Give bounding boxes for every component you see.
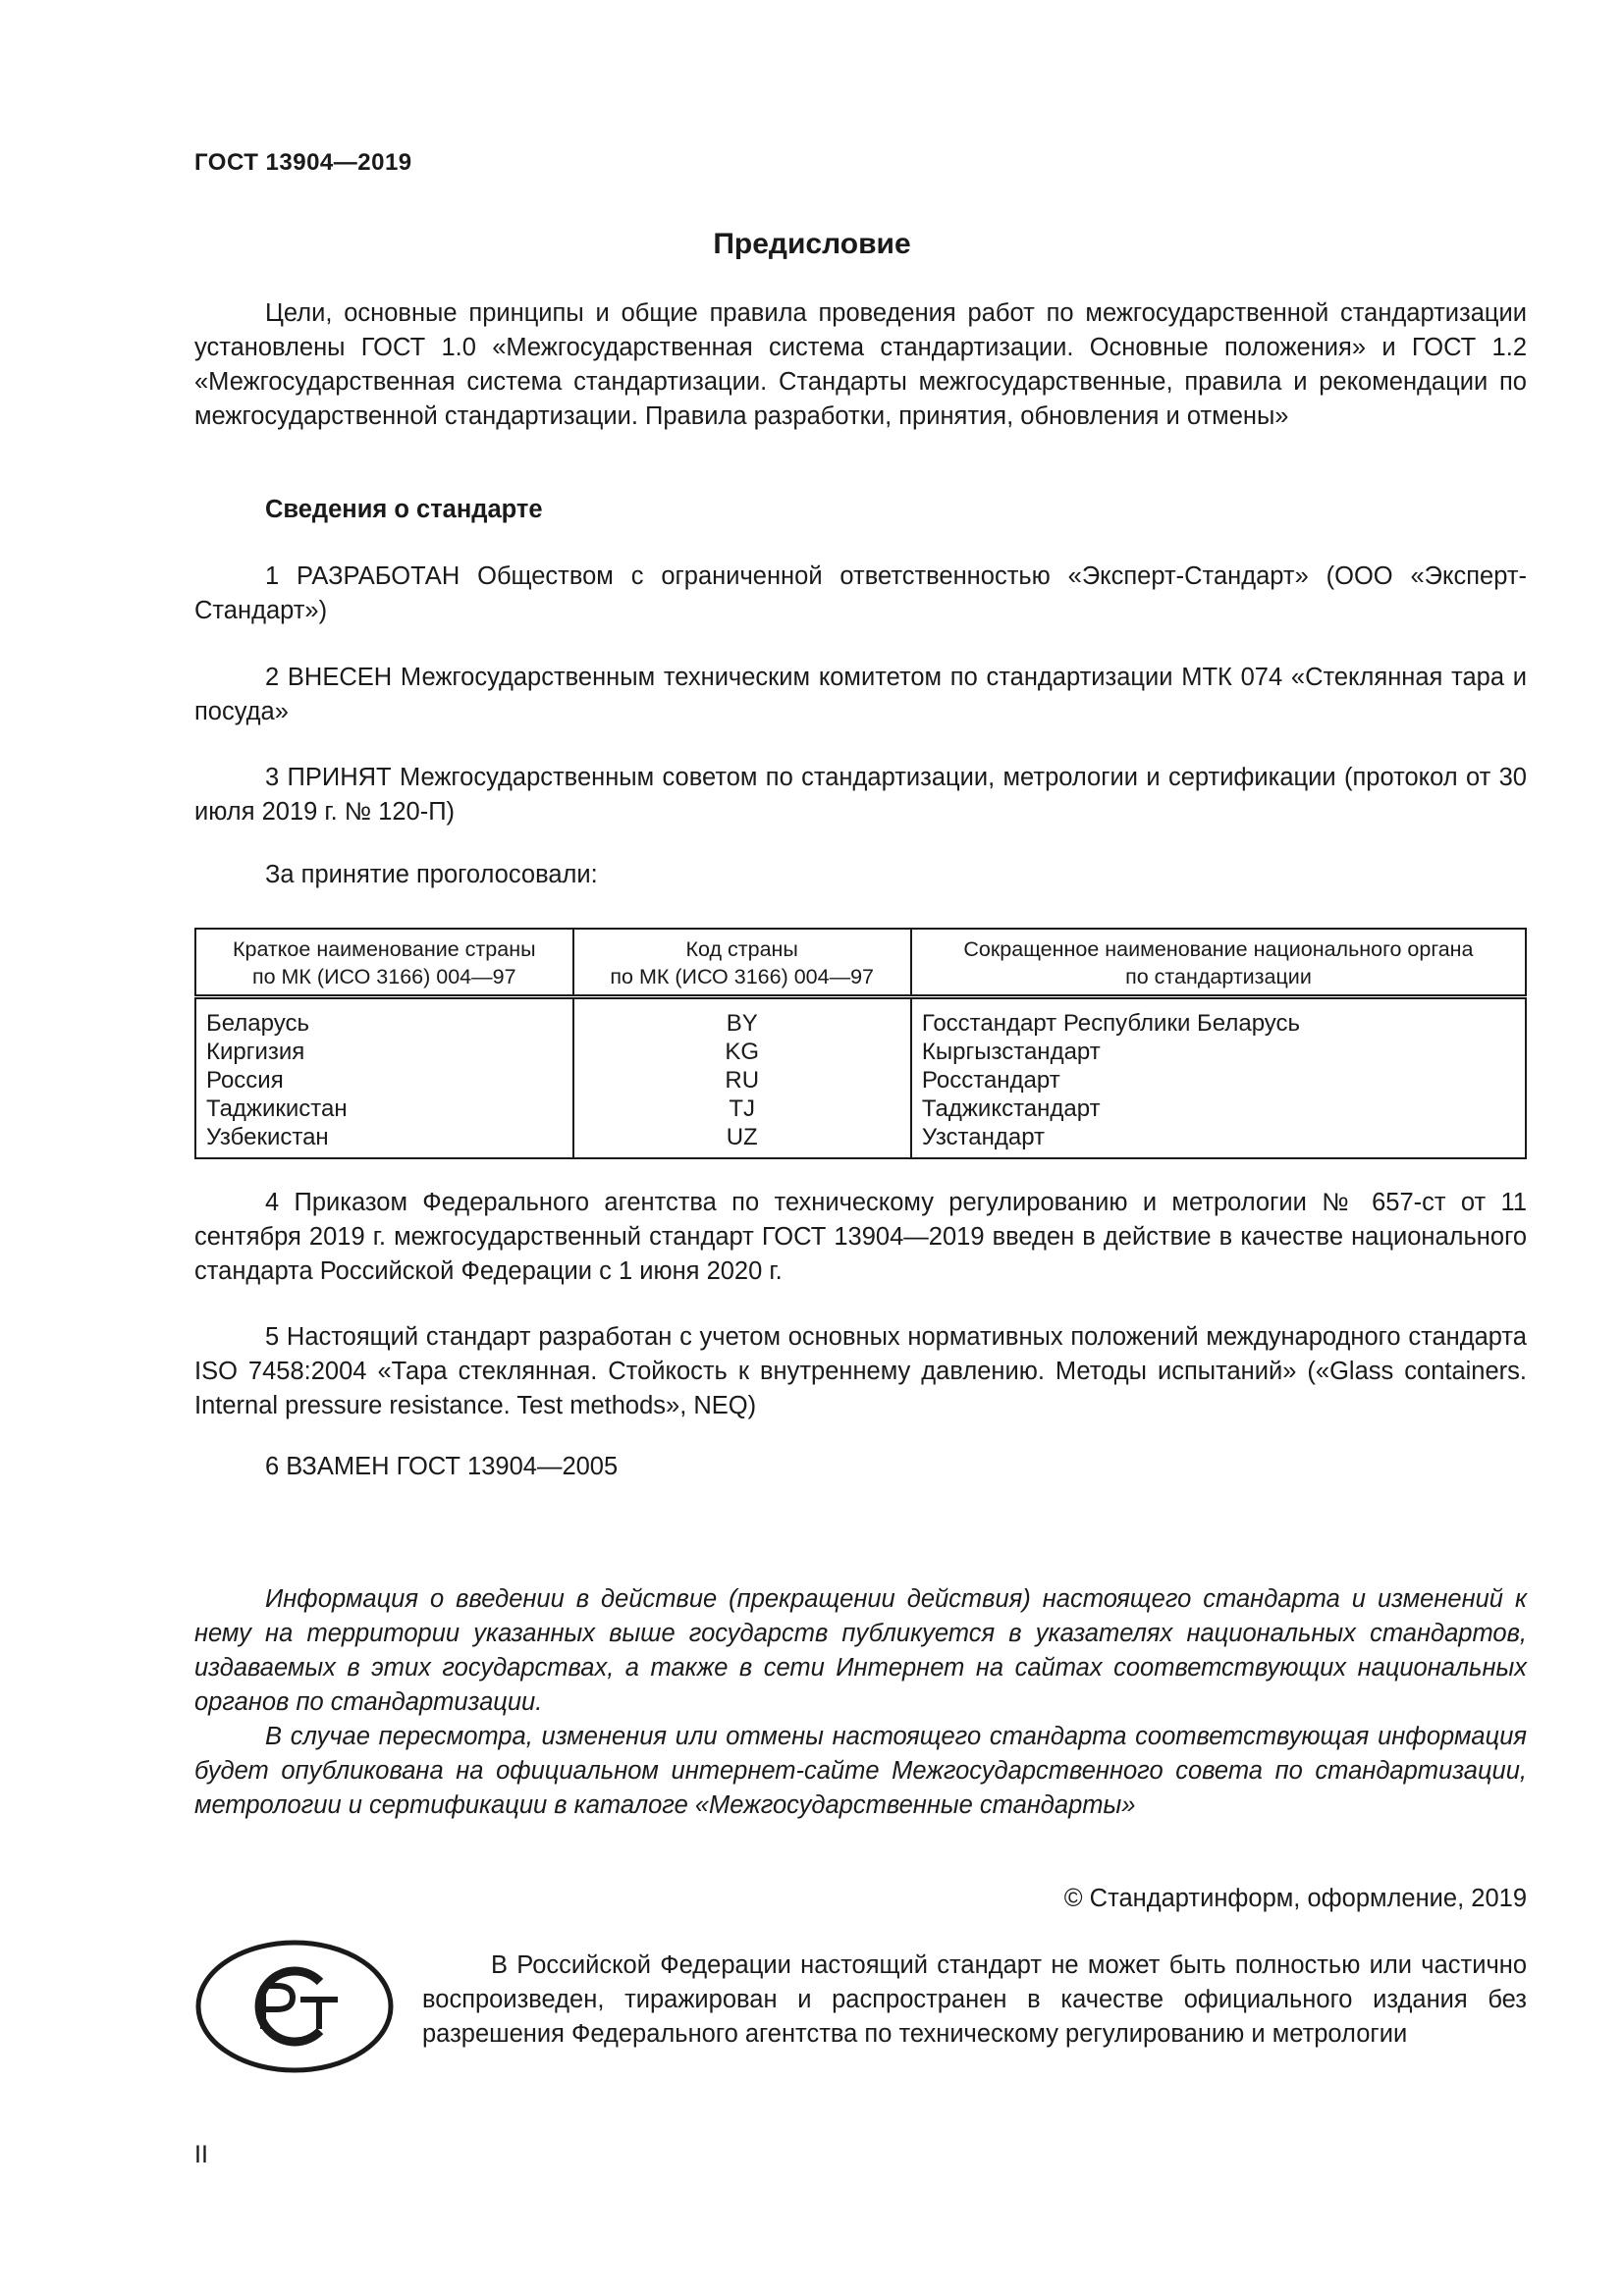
- item-replaces: 6 ВЗАМЕН ГОСТ 13904—2005: [265, 1453, 619, 1480]
- code-cell: TJ: [729, 1095, 756, 1122]
- intro-paragraph: Цели, основные принципы и общие правила проведения работ по межгосударственной стандартизации установлены ГОСТ 1.0 «Межгосударственная система стандартизации. Основные положения» и ГОСТ 1.2 «Межгосударственная система стандартизации. Стандарты межгосударственные, правила и рекомендации по межгосударственной стандартизации. Правила разработки, принятия, обновления и отмены»: [194, 299, 1527, 430]
- code-cell: UZ: [726, 1124, 758, 1150]
- header-code-line1: Код страны: [685, 937, 798, 961]
- body-cell: Кыргызстандарт: [921, 1039, 1101, 1065]
- rst-certification-mark-icon: [194, 1939, 395, 2074]
- rights-notice: В Российской Федерации настоящий стандарт не может быть полностью или частично воспроизведен, тиражирован и распространен в качестве официального издания без разрешения Федерального агентства по техническому регулированию и метрологии: [422, 1951, 1527, 2048]
- code-cell: KG: [725, 1039, 760, 1065]
- country-cell: Киргизия: [206, 1039, 305, 1065]
- document-id: ГОСТ 13904—2019: [194, 149, 412, 176]
- table-row: [195, 997, 1526, 1159]
- header-body-line1: Сокращенное наименование национального органа: [963, 937, 1474, 961]
- country-cell: Россия: [206, 1067, 284, 1094]
- page-number: II: [194, 2141, 208, 2168]
- code-cell: RU: [725, 1067, 760, 1094]
- header-code-line2: по МК (ИСО 3166) 004—97: [610, 965, 874, 988]
- item-submitted: 2 ВНЕСЕН Межгосударственным техническим комитетом по стандартизации МТК 074 «Стеклянная тара и посуда»: [194, 664, 1527, 725]
- page-title: Предисловие: [713, 228, 911, 260]
- body-cell: Росстандарт: [921, 1067, 1060, 1094]
- header-country-line2: по МК (ИСО 3166) 004—97: [251, 965, 516, 988]
- header-country-line1: Краткое наименование страны: [232, 937, 536, 961]
- body-cell: Госстандарт Республики Беларусь: [921, 1010, 1300, 1037]
- body-column: [911, 997, 1526, 1159]
- item-adopted: 3 ПРИНЯТ Межгосударственным советом по стандартизации, метрологии и сертификации (протокол от 30 июля 2019 г. № 120-П): [194, 764, 1527, 826]
- item-basis: 5 Настоящий стандарт разработан с учетом основных нормативных положений международного стандарта ISO 7458:2004 «Тара стеклянная. Стойкость к внутреннему давлению. Методы испытаний» («Glass containers. Internal pressure resistance. Test methods», NEQ): [194, 1323, 1527, 1419]
- code-column: [573, 997, 911, 1159]
- notice-introduction: Информация о введении в действие (прекращении действия) настоящего стандарта и изменений к нему на территории указанных выше государств публикуется в указателях национальных стандартов, издаваемых в этих государствах, а также в сети Интернет на сайтах соответствующих национальных органов по стандартизации.: [194, 1585, 1527, 1716]
- header-country: [195, 929, 573, 997]
- item-developed: 1 РАЗРАБОТАН Обществом с ограниченной ответственностью «Эксперт-Стандарт» (ООО «Эксперт-Стандарт»): [194, 562, 1527, 624]
- country-cell: Беларусь: [206, 1010, 309, 1037]
- country-cell: Узбекистан: [206, 1124, 329, 1150]
- notice-revision: В случае пересмотра, изменения или отмены настоящего стандарта соответствующая информация будет опубликована на официальном интернет-сайте Межгосударственного совета по стандартизации, метрологии и сертификации в каталоге «Межгосударственные стандарты»: [194, 1723, 1527, 1819]
- voting-table: [194, 928, 1527, 1159]
- body-cell: Таджикстандарт: [921, 1095, 1101, 1122]
- table-header-row: [195, 929, 1526, 997]
- voted-label: За принятие проголосовали:: [265, 861, 598, 888]
- item-enacted: 4 Приказом Федерального агентства по техническому регулированию и метрологии № 657-ст от 11 сентября 2019 г. межгосударственный стандарт ГОСТ 13904—2019 введен в действие в качестве национального стандарта Российской Федерации с 1 июня 2020 г.: [194, 1189, 1527, 1285]
- header-body: [911, 929, 1526, 997]
- copyright-line: © Стандартинформ, оформление, 2019: [1063, 1885, 1527, 1912]
- body-cell: Узстандарт: [921, 1124, 1046, 1150]
- header-code: [573, 929, 911, 997]
- code-cell: BY: [726, 1010, 758, 1037]
- country-column: [195, 997, 573, 1159]
- info-heading: Сведения о стандарте: [265, 496, 543, 523]
- country-cell: Таджикистан: [206, 1095, 348, 1122]
- header-body-line2: по стандартизации: [1125, 965, 1312, 988]
